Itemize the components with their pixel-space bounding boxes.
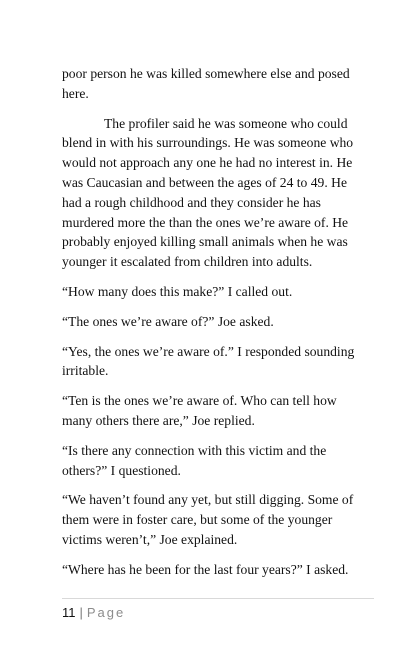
paragraph-5: “Yes, the ones we’re aware of.” I responded sounding irritable. xyxy=(62,343,355,379)
page-footer xyxy=(62,598,374,621)
paragraph-7: “Is there any connection with this victim and the others?” I questioned. xyxy=(62,442,327,478)
paragraph-1: poor person he was killed somewhere else and posed here. xyxy=(62,66,350,101)
page-label: Page xyxy=(86,605,126,620)
paragraph-4: “The ones we’re aware of?” Joe asked. xyxy=(62,313,274,329)
paragraph-2: The profiler said he was someone who could blend in with his surroundings. He was someone who would not approach any one he had no interest in. He was Caucasian and between the ages of 24 to 49. He had a rough childhood and they consider he has murdered more the than the ones we’re aware of. He probably enjoyed killing small animals when he was younger it escalated from children into adults. xyxy=(62,115,354,270)
body-text xyxy=(62,64,362,590)
paragraph-3: “How many does this make?” I called out. xyxy=(62,283,293,299)
paragraph-8: “We haven’t found any yet, but still digging. Some of them were in foster care, but some of the younger victims weren’t,” Joe explained. xyxy=(62,492,354,547)
page-number: 11 xyxy=(62,605,76,620)
paragraph-6: “Ten is the ones we’re aware of. Who can tell how many others there are,” Joe replied. xyxy=(62,393,337,428)
paragraph-9: “Where has he been for the last four years?” I asked. xyxy=(62,561,349,577)
page-separator: | xyxy=(79,605,83,620)
